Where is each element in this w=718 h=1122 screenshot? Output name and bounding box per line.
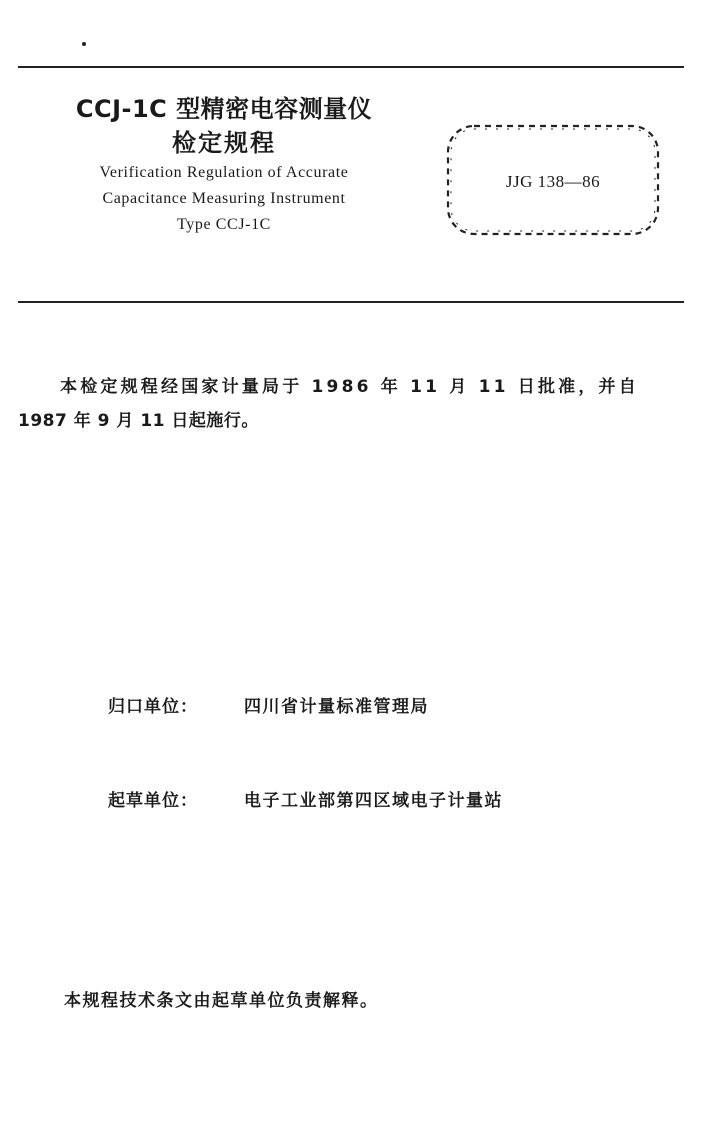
bottom-rule <box>18 301 684 303</box>
top-rule <box>18 66 684 68</box>
approval-line2: 1987 年 9 月 11 日起施行。 <box>18 411 259 431</box>
title-block <box>20 92 428 238</box>
standard-code-box <box>442 120 664 240</box>
drafting-unit-value: 电子工业部第四区域电子计量站 <box>244 791 503 811</box>
approval-statement <box>18 370 690 438</box>
standard-code: JJG 138—86 <box>505 172 601 191</box>
title-en-line3: Type CCJ-1C <box>177 216 271 233</box>
drafting-unit-row <box>108 786 503 811</box>
responsible-unit-value: 四川省计量标准管理局 <box>244 697 429 717</box>
approval-line1: 本检定规程经国家计量局于 1986 年 11 月 11 日批准，并自 <box>60 377 639 397</box>
responsible-unit-label: 归口单位： <box>108 697 198 717</box>
interpretation-note: 本规程技术条文由起草单位负责解释。 <box>64 991 379 1011</box>
title-zh-line2: 检定规程 <box>172 129 276 157</box>
title-zh-line1: CCJ-1C 型精密电容测量仪 <box>75 95 373 123</box>
scan-speck <box>82 42 86 46</box>
drafting-unit-label: 起草单位： <box>108 791 198 811</box>
title-en-line1: Verification Regulation of Accurate <box>99 164 349 181</box>
title-en-line2: Capacitance Measuring Instrument <box>102 190 346 207</box>
responsible-unit-row <box>108 692 429 717</box>
